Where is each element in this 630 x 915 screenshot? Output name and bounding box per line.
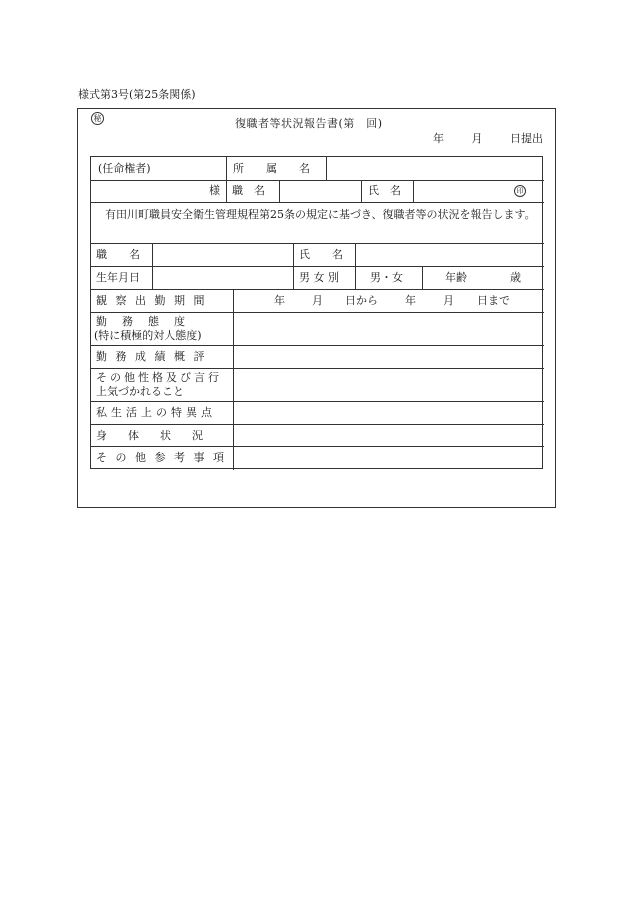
row-line (91, 243, 544, 244)
document-title: 復職者等状況報告書(第 回) (235, 117, 383, 130)
reporter-name-label: 氏 名 (368, 184, 401, 197)
gender-label: 男 女 別 (299, 271, 339, 284)
row-line (91, 401, 544, 402)
row-line (91, 368, 544, 369)
col-line (326, 157, 327, 180)
remarks-label: その他参考事項 (96, 451, 233, 464)
row-line (91, 345, 544, 346)
other-notes-sublabel: 上気づかれること (96, 385, 184, 398)
submit-day: 日提出 (510, 132, 543, 145)
attitude-sublabel: (特に積極的対人態度) (94, 329, 202, 342)
submit-month: 月 (471, 132, 483, 145)
col-line (413, 180, 414, 202)
age-unit: 歳 (510, 271, 521, 284)
statement-text: 有田川町職員安全衛生管理規程第25条の規定に基づき、復職者等の状況を報告します。 (105, 208, 536, 221)
col-line (355, 243, 356, 289)
honorific: 様 (209, 184, 220, 197)
subject-position-label: 職 名 (96, 248, 140, 261)
col-line (226, 157, 227, 202)
to-year: 年 (405, 294, 416, 307)
department-label: 所 属 名 (233, 162, 310, 175)
to-day: 日まで (477, 294, 510, 307)
birthdate-label: 生年月日 (96, 271, 140, 284)
row-line (91, 446, 544, 447)
from-month: 月 (312, 294, 323, 307)
performance-label: 勤務成績概評 (96, 350, 213, 363)
row-line (91, 180, 544, 181)
row-line (91, 289, 544, 290)
row-line (91, 312, 544, 313)
col-line (152, 243, 153, 289)
other-notes-label: その他性格及び言行 (96, 371, 222, 384)
seal-mark: 印 (514, 185, 526, 197)
subject-name-label: 氏 名 (299, 248, 343, 261)
submit-year: 年 (433, 132, 444, 145)
submit-date (433, 130, 543, 146)
row-line (91, 266, 544, 267)
col-line (279, 180, 280, 202)
reporter-position-label: 職 名 (232, 184, 265, 197)
col-line (233, 289, 234, 470)
attitude-label: 勤 務 態 度 (96, 315, 187, 328)
row-line (91, 424, 544, 425)
observation-period-label: 観察出勤期間 (96, 294, 213, 307)
col-line (361, 180, 362, 202)
to-month: 月 (443, 294, 454, 307)
report-table (90, 156, 543, 469)
physical-condition-label: 身 体 状 況 (96, 429, 208, 442)
from-day: 日から (345, 294, 378, 307)
from-year: 年 (274, 294, 285, 307)
secret-mark: 秘 (91, 112, 104, 125)
col-line (293, 243, 294, 289)
appointing-authority-label: (任命権者) (98, 162, 151, 175)
row-line (91, 202, 544, 203)
age-label: 年齢 (445, 271, 467, 284)
private-life-label: 私生活上の特異点 (96, 406, 216, 419)
col-line (422, 266, 423, 289)
form-number: 様式第3号(第25条関係) (78, 88, 196, 101)
gender-value: 男・女 (370, 271, 403, 284)
